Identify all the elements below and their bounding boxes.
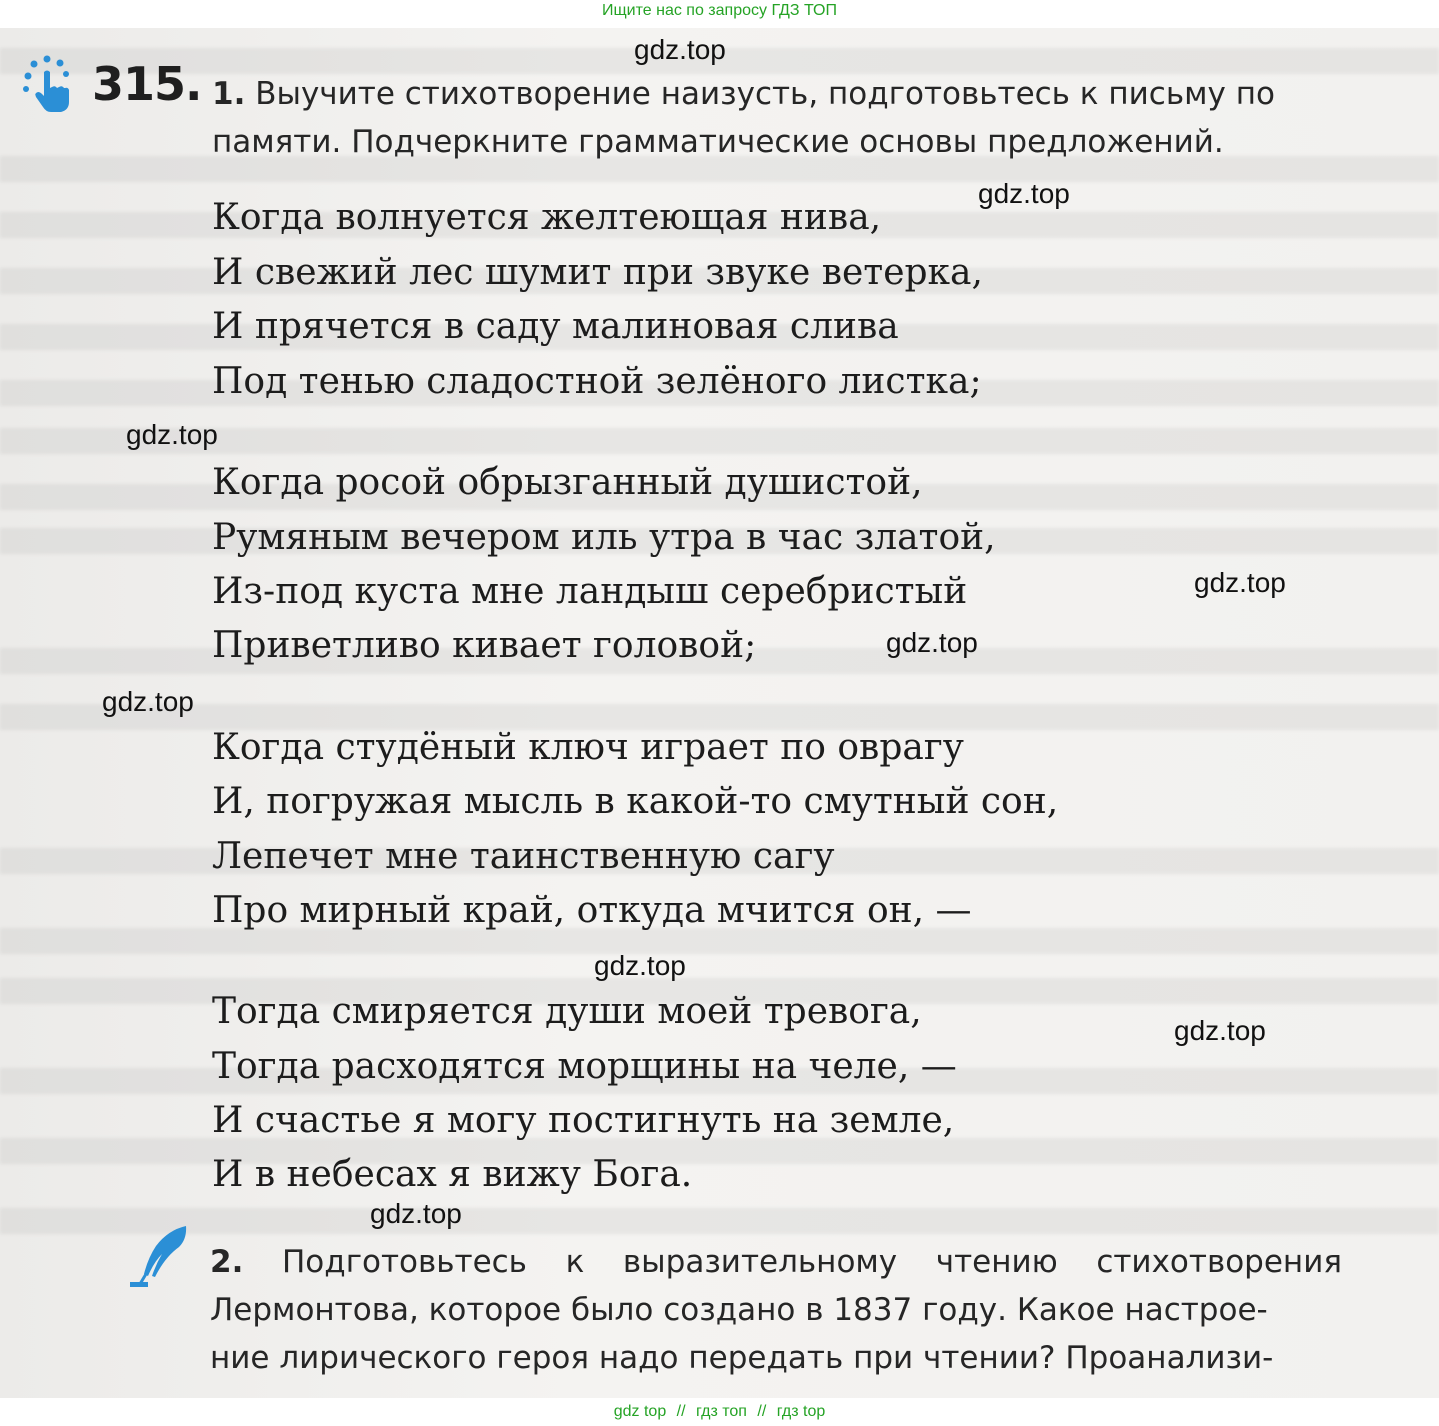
part2-number: 2. [210, 1244, 244, 1280]
watermark: gdz.top [1194, 567, 1286, 598]
bottom-banner [0, 1400, 1439, 1426]
poem-line: И в небесах я вижу Бога. [212, 1154, 693, 1195]
bottom-banner-link[interactable]: gdz top [613, 1403, 667, 1420]
watermark: gdz.top [126, 419, 218, 450]
bleed-through [0, 1208, 1439, 1234]
bottom-banner-separator: // [757, 1403, 767, 1420]
task-number: 315. [92, 57, 202, 111]
part1-number: 1. [212, 76, 246, 112]
quill-pen-icon [126, 1222, 196, 1292]
poem-line: Из-под куста мне ландыш серебристый [212, 571, 968, 612]
poem-line: Приветливо кивает головой; [212, 625, 757, 666]
poem-line: Когда студёный ключ играет по оврагу [212, 727, 964, 768]
bottom-banner-link[interactable]: гдз top [776, 1403, 826, 1420]
part2-text: Подготовьтесь к выразительному чтению стихотворения [281, 1244, 1342, 1280]
watermark: gdz.top [370, 1198, 462, 1229]
bottom-banner-link[interactable]: гдз топ [696, 1403, 747, 1420]
watermark: gdz.top [634, 34, 726, 65]
task-part2-line2: Лермонтова, которое было создано в 1837 году. Какое настрое- [210, 1292, 1268, 1328]
part1-text: Выучите стихотворение наизусть, подготовьтесь к письму по [255, 76, 1275, 112]
watermark: gdz.top [594, 950, 686, 981]
poem-line: Когда росой обрызганный душистой, [212, 462, 923, 503]
task-part1-line2: памяти. Подчеркните грамматические основы предложений. [212, 124, 1224, 160]
poem-line: Лепечет мне таинственную сагу [212, 836, 835, 877]
poem-line: Тогда смиряется души моей тревога, [212, 991, 922, 1032]
watermark: gdz.top [102, 686, 194, 717]
poem-line: Когда волнуется желтеющая нива, [212, 197, 882, 238]
watermark: gdz.top [978, 178, 1070, 209]
bottom-banner-separator: // [676, 1403, 686, 1420]
poem-line: Тогда расходятся морщины на челе, — [212, 1046, 957, 1087]
poem-line: И, погружая мысль в какой-то смутный сон, [212, 781, 1059, 822]
top-banner[interactable]: Ищите нас по запросу ГДЗ ТОП [602, 2, 837, 19]
task-part1-line1 [212, 70, 1275, 118]
task-part2-line1 [210, 1238, 1342, 1286]
poem-line: И счастье я могу постигнуть на земле, [212, 1100, 955, 1141]
poem-line: И прячется в саду малиновая слива [212, 306, 899, 347]
poem-line: Под тенью сладостной зелёного листка; [212, 361, 982, 402]
poem-line: Про мирный край, откуда мчится он, — [212, 890, 972, 931]
task-part2-line3: ние лирического героя надо передать при чтении? Проанализи- [210, 1340, 1274, 1376]
poem-line: Румяным вечером иль утра в час златой, [212, 517, 996, 558]
poem-line: И свежий лес шумит при звуке ветерка, [212, 252, 983, 293]
watermark: gdz.top [1174, 1015, 1266, 1046]
watermark: gdz.top [886, 627, 978, 658]
touch-hand-icon [20, 54, 80, 114]
